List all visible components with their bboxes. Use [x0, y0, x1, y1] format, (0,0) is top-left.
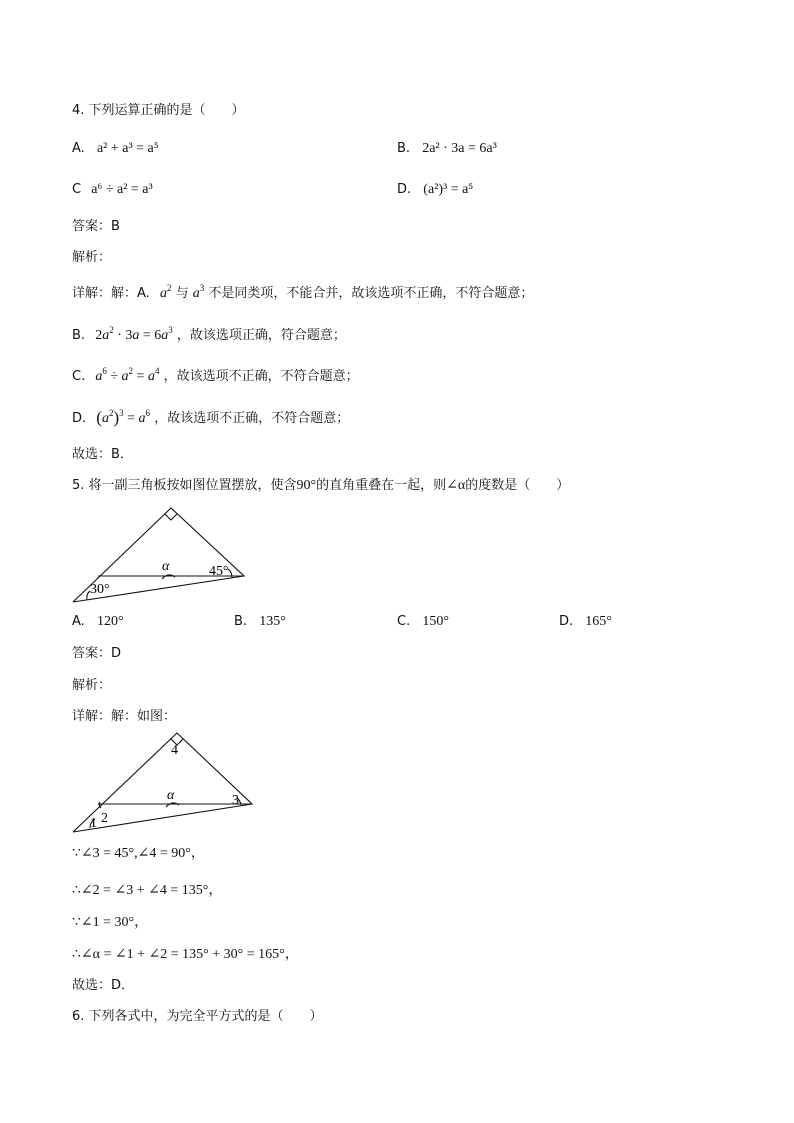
q5-stem-part3: 的度数是（ ） [465, 478, 570, 493]
q5-option-b-label: B. [234, 614, 248, 629]
q5-option-c-value: 150° [422, 614, 449, 629]
q5-answer: 答案：D [72, 646, 122, 661]
q4-detail-b-label: B. [72, 328, 86, 343]
fig1-30: 30° [90, 582, 110, 597]
q4-analysis: 解析： [72, 250, 112, 265]
q4-option-b-label: B. [397, 141, 411, 156]
q4-option-a-label: A. [72, 141, 85, 156]
q6-stem: 6. 下列各式中，为完全平方式的是（ ） [72, 1009, 323, 1024]
q4-detail-b: B. $2a^2 \cdot 3a = 6a^3$ ，故该选项正确，符合题意； [72, 325, 346, 343]
fig2-label-1: 1 [90, 816, 97, 831]
q5-step-1: ∵∠3 = 45°,∠4 = 90°， [72, 846, 205, 861]
q5-stem-part1: 5. 将一副三角板按如图位置摆放，使含 [72, 478, 297, 493]
q4-option-d-math: (a²)³ = a⁵ [423, 182, 474, 197]
q5-option-c-label: C. [397, 614, 411, 629]
q5-option-c [397, 613, 449, 631]
q4-detail-a-text: 不是同类项，不能合并，故该选项不正确，不符合题意； [208, 286, 534, 301]
q4-option-c-label: C [72, 182, 82, 197]
q4-detail-d-label: D. [72, 411, 87, 426]
q5-stem-part2: 的直角重叠在一起，则 [316, 478, 447, 493]
q5-option-b [234, 613, 286, 631]
q4-choose: 故选：B． [72, 447, 133, 462]
fig2-label-4: 4 [171, 743, 178, 758]
fig1-45: 45° [209, 564, 229, 579]
q5-option-d [559, 613, 612, 631]
q4-detail-a: 详解：解：A. $a^2$ 与 $a^3$ 不是同类项，不能合并，故该选项不正确，不符合题意； [72, 283, 534, 301]
q4-detail-c-label: C. [72, 369, 86, 384]
q5-stem [72, 477, 569, 495]
q5-option-d-label: D. [559, 614, 574, 629]
q4-detail-prefix: 详解：解：A. [72, 286, 150, 301]
q4-detail-d: D. $(a^2)^3 = a^6$ ，故该选项不正确，不符合题意； [72, 408, 350, 427]
q4-answer: 答案：B [72, 219, 120, 234]
q5-step-3: ∵∠1 = 30°， [72, 915, 149, 930]
q4-detail-b-text: ，故该选项正确，符合题意； [176, 328, 346, 343]
q5-figure-1 [68, 502, 250, 604]
q5-option-b-value: 135° [259, 614, 286, 629]
q4-option-a [72, 140, 159, 158]
q5-analysis: 解析： [72, 678, 112, 693]
q4-option-c [72, 181, 153, 199]
q4-option-c-math: a⁶ ÷ a² = a³ [91, 182, 153, 197]
q5-detail: 详解：解：如图： [72, 709, 177, 724]
q5-step-2: ∴∠2 = ∠3 + ∠4 = 135°， [72, 883, 223, 898]
q5-option-a [72, 613, 124, 631]
q5-option-a-value: 120° [96, 614, 124, 629]
q5-stem-deg: 90° [296, 478, 317, 493]
q4-option-d [397, 181, 473, 199]
q5-option-d-value: 165° [585, 614, 612, 629]
q4-option-d-label: D. [397, 182, 412, 197]
fig1-alpha: α [162, 559, 170, 574]
q4-detail-d-text: ，故该选项不正确，不符合题意； [154, 411, 350, 426]
fig2-label-2: 2 [101, 811, 108, 826]
q5-figure-2 [68, 729, 258, 837]
q4-option-a-math: a² + a³ = a⁵ [96, 141, 159, 156]
q4-stem: 4. 下列运算正确的是（ ） [72, 103, 245, 118]
fig2-label-3: 3 [232, 793, 239, 808]
q4-detail-c: C. $a^6 \div a^2 = a^4$ ，故该选项不正确，不符合题意； [72, 366, 359, 384]
q4-option-b-math: 2a² · 3a = 6a³ [422, 141, 497, 156]
q5-step-4: ∴∠α = ∠1 + ∠2 = 135° + 30° = 165°， [72, 947, 299, 962]
q5-option-a-label: A. [72, 614, 85, 629]
q4-option-b [397, 140, 497, 158]
q5-stem-angle: ∠α [446, 478, 466, 493]
q5-choose: 故选：D． [72, 978, 135, 993]
fig2-alpha: α [167, 788, 175, 803]
q4-detail-c-text: ，故该选项不正确，不符合题意； [163, 369, 359, 384]
